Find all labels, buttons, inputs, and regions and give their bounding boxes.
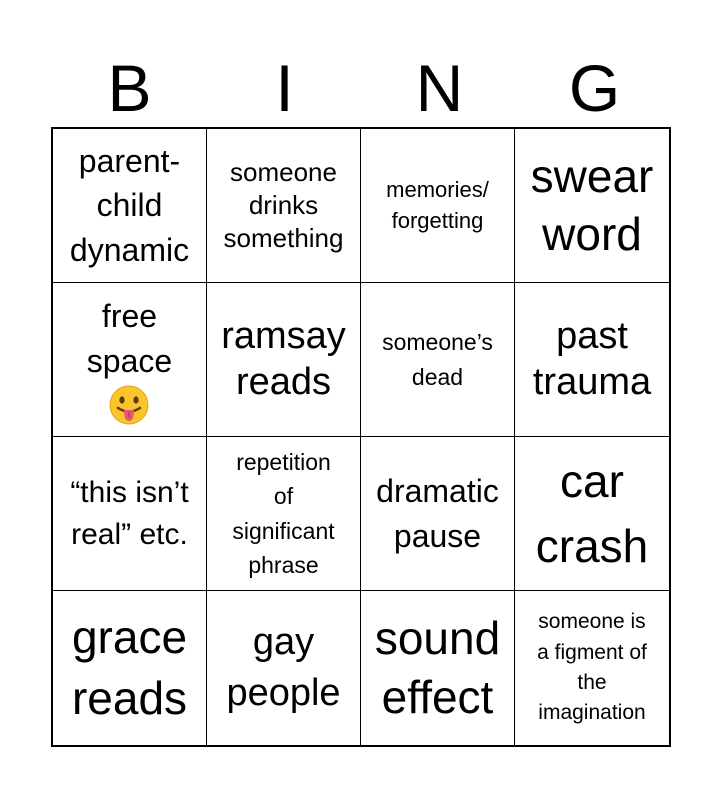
bingo-cell[interactable]	[207, 129, 361, 283]
bingo-cell[interactable]	[361, 129, 515, 283]
cell-label: sound effect	[374, 612, 501, 723]
cell-label: memories/ forgetting	[386, 177, 489, 233]
cell-label: grace reads	[71, 611, 188, 724]
cell-label: someone drinks something	[223, 156, 344, 254]
header-letter-g: G	[568, 51, 621, 125]
cell-label: someone is a figment of the imagination	[537, 610, 647, 725]
header-letter-n: N	[415, 51, 464, 125]
face-with-tongue-icon	[109, 385, 149, 425]
bingo-cell[interactable]	[515, 591, 669, 745]
cell-label: swear word	[530, 150, 654, 260]
bingo-header	[52, 48, 672, 128]
bingo-cell[interactable]	[53, 591, 207, 745]
bingo-cell[interactable]	[361, 437, 515, 591]
cell-label: car crash	[535, 455, 649, 572]
bingo-cell[interactable]	[515, 283, 669, 437]
header-letter-b: B	[107, 51, 152, 125]
cell-label: ramsay reads	[221, 314, 346, 403]
bingo-cell[interactable]	[207, 591, 361, 745]
cell-label: someone’s dead	[382, 329, 493, 390]
cell-label: dramatic pause	[376, 473, 499, 554]
cell-label: “this isn’t real” etc.	[70, 476, 189, 551]
cell-label: free space	[86, 297, 173, 379]
bingo-cell[interactable]	[207, 283, 361, 437]
bingo-cell[interactable]	[207, 437, 361, 591]
bingo-cell[interactable]	[361, 591, 515, 745]
bingo-board	[51, 127, 671, 747]
bingo-cell[interactable]	[361, 283, 515, 437]
cell-label: gay people	[226, 620, 341, 714]
bingo-cell[interactable]	[515, 129, 669, 283]
bingo-cell[interactable]	[53, 437, 207, 591]
bingo-cell[interactable]	[515, 437, 669, 591]
cell-label: past trauma	[532, 314, 652, 403]
free-space-content	[87, 294, 172, 426]
header-letter-i: I	[275, 51, 294, 125]
cell-label: parent- child dynamic	[69, 143, 190, 268]
free-space-cell[interactable]	[53, 283, 207, 437]
cell-label: repetition of significant phrase	[232, 448, 335, 578]
bingo-cell[interactable]	[53, 129, 207, 283]
